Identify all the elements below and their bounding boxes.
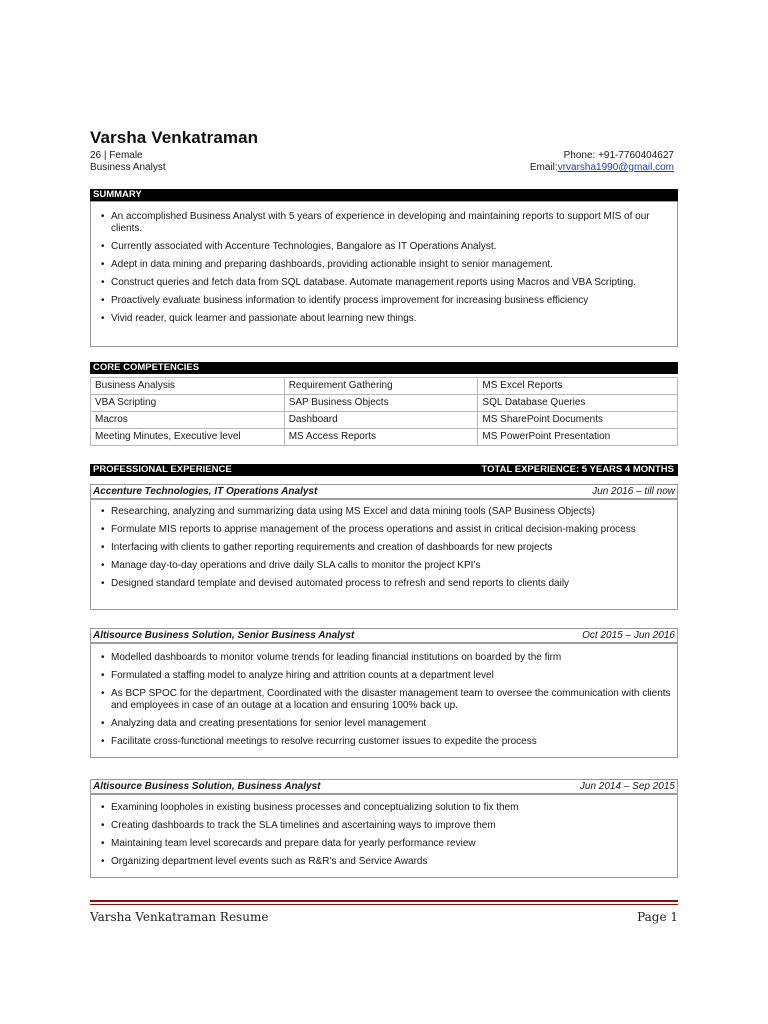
- job-dates: Jun 2016 – till now: [592, 486, 675, 497]
- table-cell: Requirement Gathering: [284, 378, 478, 395]
- table-cell: MS PowerPoint Presentation: [478, 429, 678, 446]
- job-bullets: [97, 506, 671, 590]
- summary-heading: [90, 189, 678, 201]
- table-row: [91, 378, 678, 395]
- table-cell: MS Access Reports: [284, 429, 478, 446]
- competencies-table: [90, 377, 678, 446]
- table-cell: Macros: [91, 412, 285, 429]
- candidate-meta: [90, 150, 166, 174]
- table-cell: MS Excel Reports: [478, 378, 678, 395]
- candidate-role: Business Analyst: [90, 162, 166, 173]
- table-cell: SQL Database Queries: [478, 395, 678, 412]
- list-item: • Organizing department level events such as R&R’s and Service Awards: [97, 856, 671, 868]
- experience-title: PROFESSIONAL EXPERIENCE: [93, 464, 232, 475]
- table-cell: VBA Scripting: [91, 395, 285, 412]
- job-details-box: [90, 794, 678, 878]
- job-heading: [90, 779, 678, 794]
- job-title: Altisource Business Solution, Business Analyst: [93, 781, 321, 792]
- contact-info: [530, 150, 674, 174]
- job-details-box: [90, 499, 678, 610]
- job-heading: [90, 628, 678, 643]
- job-details-box: [90, 643, 678, 758]
- list-item: • Manage day-to-day operations and drive daily SLA calls to monitor the project KPI’s: [97, 560, 671, 572]
- email-line: [530, 162, 674, 174]
- age-gender: 26 | Female: [90, 150, 143, 161]
- list-item: • An accomplished Business Analyst with 5 years of experience in developing and maintaining reports to support MIS of our clients.: [97, 211, 671, 235]
- list-item: • Maintaining team level scorecards and prepare data for yearly performance review: [97, 838, 671, 850]
- job-title: Accenture Technologies, IT Operations Analyst: [93, 486, 318, 497]
- total-experience: TOTAL EXPERIENCE: 5 YEARS 4 MONTHS: [481, 464, 674, 475]
- list-item: • Proactively evaluate business information to identify process improvement for increasing business efficiency: [97, 295, 671, 307]
- table-row: [91, 412, 678, 429]
- footer-divider: [90, 900, 678, 902]
- list-item: • Interfacing with clients to gather reporting requirements and creation of dashboards for new projects: [97, 542, 671, 554]
- list-item: • Formulated a staffing model to analyze hiring and attrition counts at a department level: [97, 670, 671, 682]
- candidate-name: Varsha Venkatraman: [90, 128, 259, 147]
- list-item: • Currently associated with Accenture Technologies, Bangalore as IT Operations Analyst.: [97, 241, 671, 253]
- table-cell: MS SharePoint Documents: [478, 412, 678, 429]
- list-item: • Designed standard template and devised automated process to refresh and send reports to clients daily: [97, 578, 671, 590]
- job-title: Altisource Business Solution, Senior Business Analyst: [93, 630, 355, 641]
- list-item: • As BCP SPOC for the department, Coordinated with the disaster management team to oversee the communication with clients and employees in case of an outage at a location and ensuring 100% back up.: [97, 688, 671, 712]
- list-item: • Researching, analyzing and summarizing data using MS Excel and data mining tools (SAP Business Objects): [97, 506, 671, 518]
- email-link[interactable]: vrvarsha1990@gmail.com: [557, 162, 674, 173]
- list-item: • Creating dashboards to track the SLA timelines and ascertaining ways to improve them: [97, 820, 671, 832]
- list-item: • Adept in data mining and preparing dashboards, providing actionable insight to senior management.: [97, 259, 671, 271]
- job-bullets: [97, 802, 671, 868]
- summary-title: SUMMARY: [93, 189, 142, 200]
- list-item: • Examining loopholes in existing business processes and conceptualizing solution to fix them: [97, 802, 671, 814]
- table-cell: SAP Business Objects: [284, 395, 478, 412]
- competencies-heading: [90, 362, 678, 374]
- table-cell: Business Analysis: [91, 378, 285, 395]
- email-label: Email:: [529, 162, 558, 173]
- job-bullets: [97, 652, 671, 748]
- phone-number: Phone: +91-7760404627: [563, 150, 674, 161]
- list-item: • Modelled dashboards to monitor volume trends for leading financial institutions on boarded by the firm: [97, 652, 671, 664]
- experience-heading: [90, 464, 678, 476]
- list-item: • Construct queries and fetch data from SQL database. Automate management reports using Macros and VBA Scripting.: [97, 277, 671, 289]
- job-dates: Oct 2015 – Jun 2016: [582, 630, 675, 641]
- list-item: • Vivid reader, quick learner and passionate about learning new things.: [97, 313, 671, 325]
- list-item: • Facilitate cross-functional meetings to resolve recurring customer issues to expedite the process: [97, 736, 671, 748]
- table-cell: Meeting Minutes, Executive level: [91, 429, 285, 446]
- competencies-title: CORE COMPETENCIES: [93, 362, 200, 373]
- table-cell: Dashboard: [284, 412, 478, 429]
- page-number: Page 1: [637, 910, 678, 924]
- footer-divider-thin: [90, 904, 678, 905]
- list-item: • Formulate MIS reports to apprise management of the process operations and assist in critical decision-making process: [97, 524, 671, 536]
- summary-box: [90, 201, 678, 347]
- list-item: • Analyzing data and creating presentations for senior level management: [97, 718, 671, 730]
- job-heading: [90, 484, 678, 499]
- footer-title: Varsha Venkatraman Resume: [90, 910, 269, 924]
- summary-list: [97, 211, 671, 325]
- table-row: [91, 395, 678, 412]
- job-dates: Jun 2014 – Sep 2015: [579, 781, 675, 792]
- table-row: [91, 429, 678, 446]
